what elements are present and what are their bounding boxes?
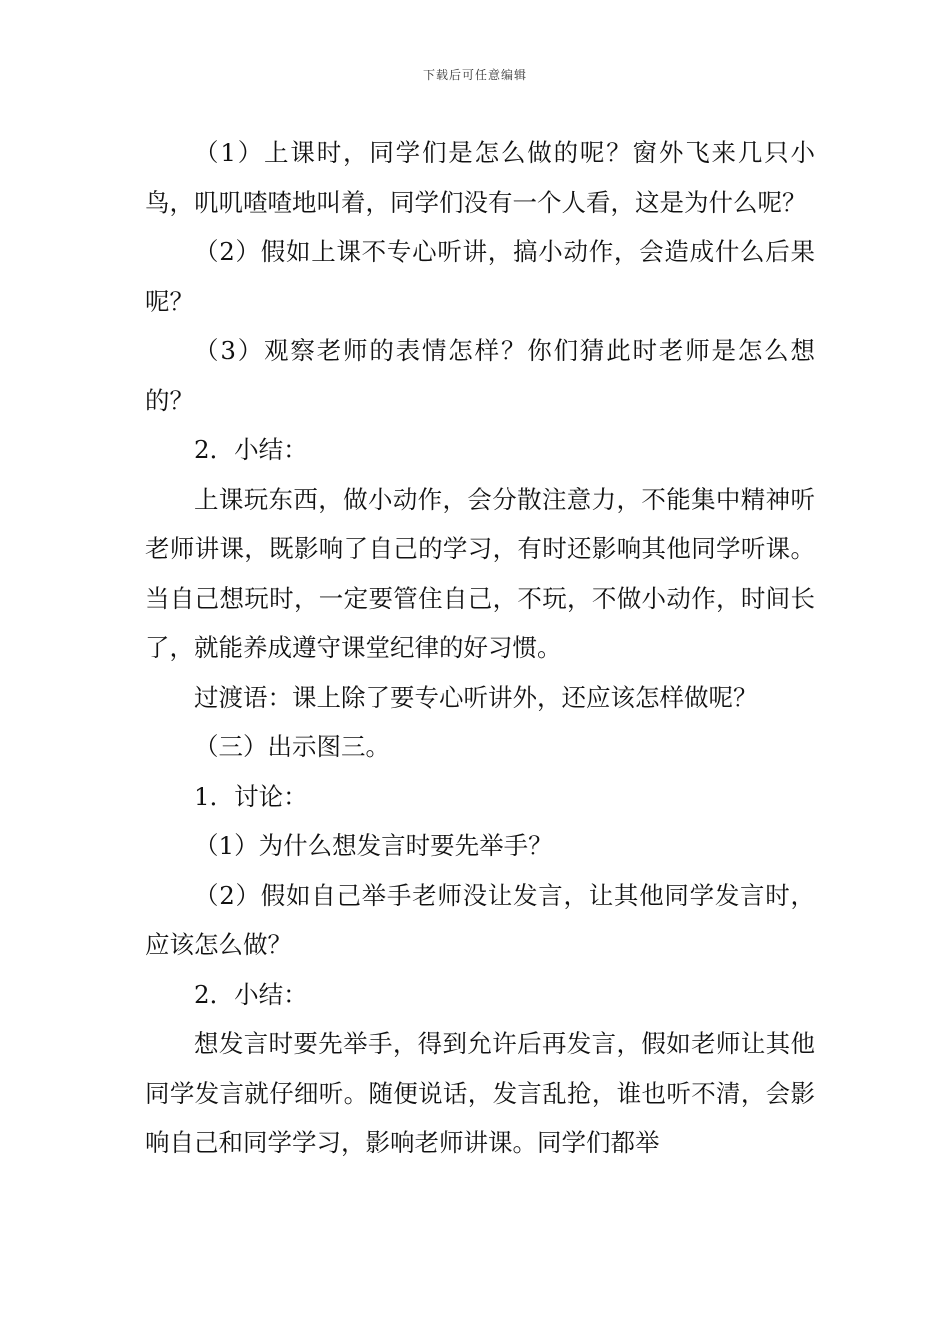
paragraph-question-2: （2）假如上课不专心听讲，搞小动作，会造成什么后果呢？ [145,237,815,316]
paragraph-question-3: （3）观察老师的表情怎样？你们猜此时老师是怎么想的？ [145,336,815,415]
page-header: 下载后可任意编辑 [422,68,527,82]
paragraph-question-1: （1）上课时，同学们是怎么做的呢？窗外飞来几只小鸟，叽叽喳喳地叫着，同学们没有一个人看，这是为什么呢？ [145,138,815,217]
paragraph-summary-text-2: 想发言时要先举手，得到允许后再发言，假如老师让其他同学发言就仔细听。随便说话，发言乱抢，谁也听不清，会影响自己和同学学习，影响老师讲课。同学们都举 [145,1029,815,1157]
paragraph-summary-heading-2: 2．小结： [194,979,308,1009]
paragraph-discussion-2: （2）假如自己举手老师没让发言，让其他同学发言时，应该怎么做？ [145,880,815,959]
paragraph-summary-text: 上课玩东西，做小动作，会分散注意力，不能集中精神听老师讲课，既影响了自己的学习，有时还影响其他同学听课。当自己想玩时，一定要管住自己，不玩，不做小动作，时间长了，就能养成遵守课堂纪律的好习惯。 [145,484,815,662]
paragraph-section-three: （三）出示图三。 [194,732,390,761]
paragraph-transition: 过渡语：课上除了要专心听讲外，还应该怎样做呢？ [194,682,758,712]
document-body [145,128,815,1168]
paragraph-discussion-heading: 1．讨论： [194,781,308,811]
paragraph-summary-heading: 2．小结： [194,435,308,464]
paragraph-discussion-1: （1）为什么想发言时要先举手？ [194,831,553,860]
